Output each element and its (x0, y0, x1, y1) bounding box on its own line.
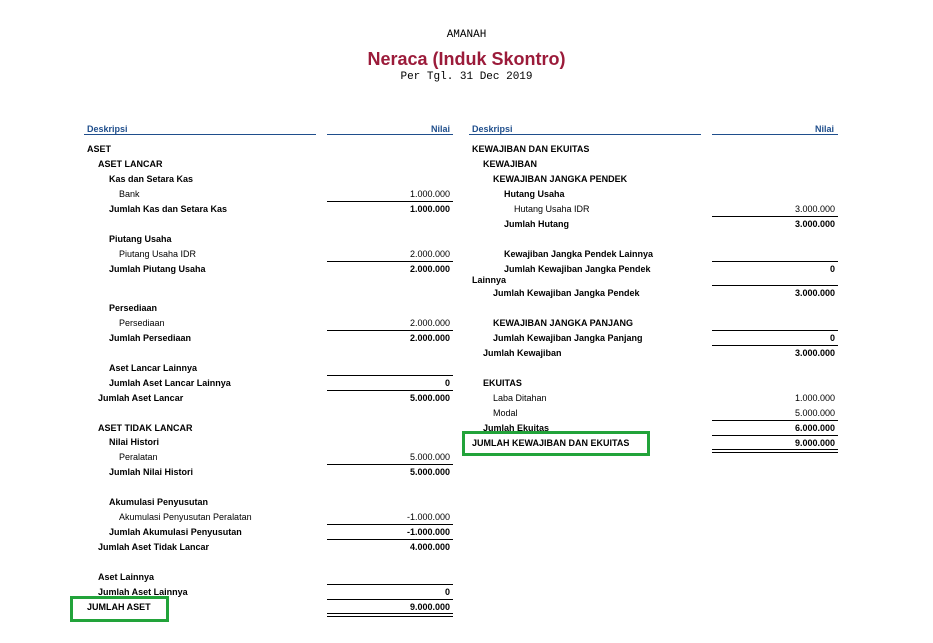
section-aset-lainnya: Aset Lainnya (98, 572, 155, 582)
total-hutang-value: 3.000.000 (794, 219, 835, 229)
right-value-header: Nilai (815, 124, 835, 134)
total-aset-lancar-value: 5.000.000 (409, 393, 450, 403)
group-akumulasi-penyusutan: Akumulasi Penyusutan (109, 497, 209, 507)
right-value-rule (712, 134, 838, 135)
subtotal-line (712, 420, 838, 421)
total-akumulasi-value: -1.000.000 (406, 527, 450, 537)
total-persediaan-label: Jumlah Persediaan (109, 333, 192, 343)
section-ekuitas: EKUITAS (483, 378, 522, 388)
total-aset-tidak-lancar-value: 4.000.000 (409, 542, 450, 552)
left-value-rule (327, 134, 453, 135)
report-title: Neraca (Induk Skontro) (367, 49, 566, 69)
grand-total-kewajiban-ekuitas-label: JUMLAH KEWAJIBAN DAN EKUITAS (472, 438, 630, 448)
subtotal-line (327, 539, 453, 540)
total-aset-lainnya-value: 0 (444, 587, 450, 597)
grand-total-aset-label: JUMLAH ASET (87, 602, 151, 612)
total-aset-lancar-label: Jumlah Aset Lancar (98, 393, 184, 403)
subtotal-line (327, 375, 453, 376)
total-aset-lainnya-label: Jumlah Aset Lainnya (98, 587, 188, 597)
row-piutang-idr: Piutang Usaha IDR (119, 249, 197, 259)
row-hutang-idr: Hutang Usaha IDR (514, 204, 590, 214)
row-persediaan: Persediaan (119, 318, 165, 328)
subtotal-line (712, 330, 838, 331)
value-laba-ditahan: 1.000.000 (794, 393, 835, 403)
total-kjp-label: Jumlah Kewajiban Jangka Pendek (493, 288, 640, 298)
total-kjpj-label: Jumlah Kewajiban Jangka Panjang (493, 333, 643, 343)
value-peralatan: 5.000.000 (409, 452, 450, 462)
value-akumulasi-peralatan: -1.000.000 (406, 512, 450, 522)
total-nilai-historis-label: Jumlah Nilai Histori (109, 467, 194, 477)
group-kas: Kas dan Setara Kas (109, 174, 194, 184)
total-kewajiban-value: 3.000.000 (794, 348, 835, 358)
subtotal-line (712, 261, 838, 262)
subtotal-line (327, 584, 453, 585)
total-kjp-lainnya-label-1: Jumlah Kewajiban Jangka Pendek (504, 264, 651, 274)
highlight-box-aset (70, 596, 169, 622)
subtotal-line (712, 216, 838, 217)
section-aset-lancar: ASET LANCAR (98, 159, 163, 169)
section-aset: ASET (87, 144, 112, 154)
total-hutang-label: Jumlah Hutang (504, 219, 570, 229)
group-aset-lancar-lainnya: Aset Lancar Lainnya (109, 363, 198, 373)
total-nilai-historis-value: 5.000.000 (409, 467, 450, 477)
value-persediaan: 2.000.000 (409, 318, 450, 328)
value-modal: 5.000.000 (794, 408, 835, 418)
section-jangka-pendek: KEWAJIBAN JANGKA PENDEK (493, 174, 628, 184)
total-aset-tidak-lancar-label: Jumlah Aset Tidak Lancar (98, 542, 210, 552)
grand-total-double-line (712, 449, 838, 453)
total-kjp-value: 3.000.000 (794, 288, 835, 298)
subtotal-line (327, 390, 453, 391)
subtotal-line (712, 435, 838, 436)
total-piutang-label: Jumlah Piutang Usaha (109, 264, 206, 274)
left-description-header: Deskripsi (87, 124, 128, 134)
total-piutang-value: 2.000.000 (409, 264, 450, 274)
total-akumulasi-label: Jumlah Akumulasi Penyusutan (109, 527, 242, 537)
group-persediaan: Persediaan (109, 303, 158, 313)
subtotal-line (327, 201, 453, 202)
left-value-header: Nilai (431, 124, 451, 134)
value-piutang-idr: 2.000.000 (409, 249, 450, 259)
grand-total-aset-value: 9.000.000 (409, 602, 450, 612)
right-description-rule (469, 134, 701, 135)
total-kewajiban-label: Jumlah Kewajiban (483, 348, 562, 358)
subtotal-line (327, 599, 453, 600)
subtotal-line (712, 345, 838, 346)
group-nilai-historis: Nilai Histori (109, 437, 160, 447)
section-kewajiban-ekuitas: KEWAJIBAN DAN EKUITAS (472, 144, 590, 154)
subtotal-line (712, 285, 838, 286)
total-aset-lancar-lainnya-label: Jumlah Aset Lancar Lainnya (109, 378, 231, 388)
row-akumulasi-peralatan: Akumulasi Penyusutan Peralatan (119, 512, 252, 522)
group-kjp-lainnya: Kewajiban Jangka Pendek Lainnya (504, 249, 654, 259)
group-hutang-usaha: Hutang Usaha (504, 189, 565, 199)
row-modal: Modal (493, 408, 518, 418)
row-laba-ditahan: Laba Ditahan (493, 393, 547, 403)
total-kjpj-value: 0 (829, 333, 835, 343)
total-kjp-lainnya-label-2: Lainnya (472, 275, 507, 285)
section-jangka-panjang: KEWAJIBAN JANGKA PANJANG (493, 318, 634, 328)
total-ekuitas-value: 6.000.000 (794, 423, 835, 433)
total-aset-lancar-lainnya-value: 0 (444, 378, 450, 388)
section-kewajiban: KEWAJIBAN (483, 159, 538, 169)
row-peralatan: Peralatan (119, 452, 158, 462)
total-kjp-lainnya-value: 0 (829, 264, 835, 274)
total-persediaan-value: 2.000.000 (409, 333, 450, 343)
value-hutang-idr: 3.000.000 (794, 204, 835, 214)
report-date: Per Tgl. 31 Dec 2019 (400, 71, 533, 83)
left-description-rule (84, 134, 316, 135)
subtotal-line (327, 261, 453, 262)
total-kas-value: 1.000.000 (409, 204, 450, 214)
highlight-box-kewajiban-ekuitas (462, 431, 650, 456)
total-kas-label: Jumlah Kas dan Setara Kas (109, 204, 228, 214)
company-name: AMANAH (446, 29, 487, 41)
subtotal-line (327, 330, 453, 331)
total-ekuitas-label: Jumlah Ekuitas (483, 423, 550, 433)
subtotal-line (327, 464, 453, 465)
subtotal-line (327, 524, 453, 525)
grand-total-kewajiban-ekuitas-value: 9.000.000 (794, 438, 835, 448)
value-bank: 1.000.000 (409, 189, 450, 199)
row-bank: Bank (119, 189, 140, 199)
section-aset-tidak-lancar: ASET TIDAK LANCAR (98, 423, 193, 433)
right-description-header: Deskripsi (472, 124, 513, 134)
grand-total-double-line (327, 613, 453, 617)
group-piutang: Piutang Usaha (109, 234, 172, 244)
